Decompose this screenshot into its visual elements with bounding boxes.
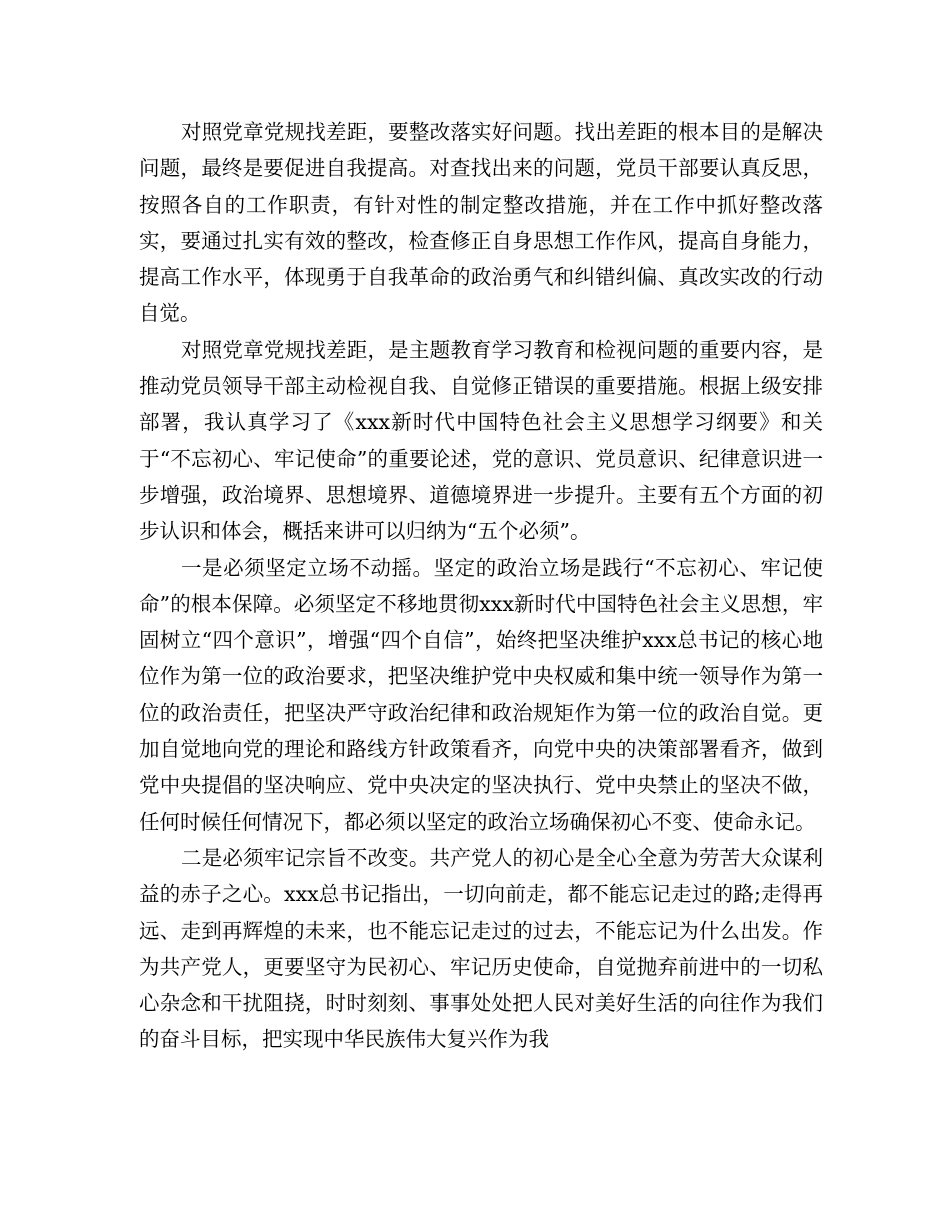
paragraph-study-summary: 对照党章党规找差距，是主题教育学习教育和检视问题的重要内容，是推动党员领导干部主动检视自我、自觉修正错误的重要措施。根据上级安排部署，我认真学习了《xxx新时代中国特色社会主义思想学习纲要》和关于“不忘初心、牢记使命”的重要论述，党的意识、党员意识、纪律意识进一步增强，政治境界、思想境界、道德境界进一步提升。主要有五个方面的初步认识和体会，概括来讲可以归纳为“五个必须”。 — [139, 337, 823, 544]
paragraph-firm-stance: 一是必须坚定立场不动摇。坚定的政治立场是践行“不忘初心、牢记使命”的根本保障。必须坚定不移地贯彻xxx新时代中国特色社会主义思想，牢固树立“四个意识”，增强“四个自信”，始终把坚决维护xxx总书记的核心地位作为第一位的政治要求，把坚决维护党中央权威和集中统一领导作为第一位的政治责任，把坚决严守政治纪律和政治规矩作为第一位的政治自觉。更加自觉地向党的理论和路线方针政策看齐，向党中央的决策部署看齐，做到党中央提倡的坚决响应、党中央决定的坚决执行、党中央禁止的坚决不做，任何时候任何情况下，都必须以坚定的政治立场确保初心不变、使命永记。 — [139, 555, 823, 834]
paragraph-rectification: 对照党章党规找差距，要整改落实好问题。找出差距的根本目的是解决问题，最终是要促进自我提高。对查找出来的问题，党员干部要认真反思，按照各自的工作职责，有针对性的制定整改措施，并在工作中抓好整改落实，要通过扎实有效的整改，检查修正自身思想工作作风，提高自身能力，提高工作水平，体现勇于自我革命的政治勇气和纠错纠偏、真改实改的行动自觉。 — [139, 120, 823, 326]
document-page — [139, 114, 823, 1058]
paragraph-keep-purpose: 二是必须牢记宗旨不改变。共产党人的初心是全心全意为劳苦大众谋利益的赤子之心。xxx总书记指出，一切向前走，都不能忘记走过的路;走得再远、走到再辉煌的未来，也不能忘记走过的过去，不能忘记为什么出发。作为共产党人，更要坚守为民初心、牢记历史使命，自觉抛弃前进中的一切私心杂念和干扰阻挠，时时刻刻、事事处处把人民对美好生活的向往作为我们的奋斗目标，把实现中华民族伟大复兴作为我 — [139, 845, 823, 1052]
